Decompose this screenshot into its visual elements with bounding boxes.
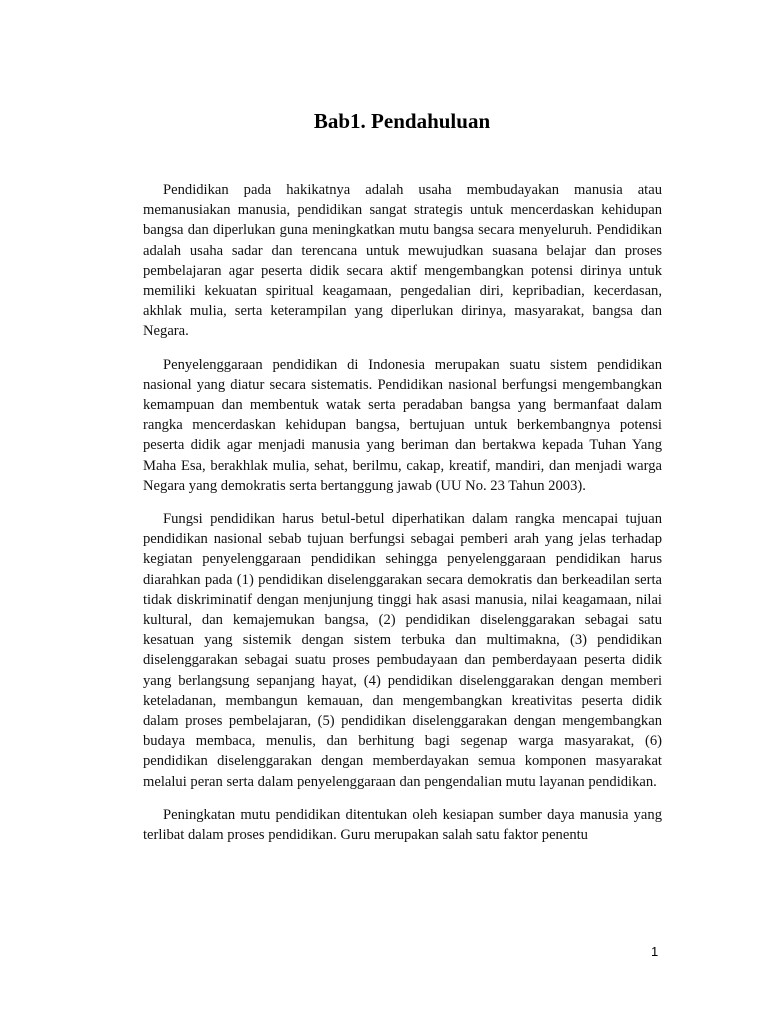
paragraph-1: Pendidikan pada hakikatnya adalah usaha membudayakan manusia atau memanusiakan manusia, pendidikan sangat strategis untuk mencerdaskan kehidupan bangsa dan diperlukan guna meningkatkan mutu bangsa secara menyeluruh. Pendidikan adalah usaha sadar dan terencana untuk mewujudkan suasana belajar dan proses pembelajaran agar peserta didik secara aktif mengembangkan potensi dirinya untuk memiliki kekuatan spiritual keagamaan, pengedalian diri, kepribadian, kecerdasan, akhlak mulia, serta keterampilan yang diperlukan dirinya, masyarakat, bangsa dan Negara. [143,182,662,340]
paragraph-3: Fungsi pendidikan harus betul-betul diperhatikan dalam rangka mencapai tujuan pendidikan nasional sebab tujuan berfungsi sebagai pemberi arah yang jelas terhadap kegiatan penyelenggaraan pendidikan sehingga penyelenggaraan pendidikan harus diarahkan pada (1) pendidikan diselenggarakan secara demokratis dan berkeadilan serta tidak diskriminatif dengan menjunjung tinggi hak asasi manusia, nilai keagamaan, nilai kultural, dan kemajemukan bangsa, (2) pendidikan diselenggarakan sebagai satu kesatuan yang sistemik dengan sistem terbuka dan multimakna, (3) pendidikan diselenggarakan sebagai suatu proses pembudayaan dan pemberdayaan peserta didik yang berlangsung sepanjang hayat, (4) pendidikan diselenggarakan dengan memberi keteladanan, membangun kemauan, dan mengembangkan kreativitas peserta didik dalam proses pembelajaran, (5) pendidikan diselenggarakan dengan mengembangkan budaya membaca, menulis, dan berhitung bagi segenap warga masyarakat, (6) pendidikan diselenggarakan dengan memberdayakan semua komponen masyarakat melalui peran serta dalam penyelenggaraan dan pengendalian mutu layanan pendidikan. [143,511,662,790]
paragraph-4: Peningkatan mutu pendidikan ditentukan oleh kesiapan sumber daya manusia yang terlibat dalam proses pendidikan. Guru merupakan salah satu faktor penentu [143,806,662,844]
page-number: 1 [651,944,659,959]
body-text [143,180,662,845]
chapter-title: Bab1. Pendahuluan [313,109,491,133]
paragraph-2: Penyelenggaraan pendidikan di Indonesia merupakan suatu sistem pendidikan nasional yang diatur secara sistematis. Pendidikan nasional berfungsi mengembangkan kemampuan dan membentuk watak serta peradaban bangsa yang bermanfaat dalam rangka mencerdaskan kehidupan bangsa, bertujuan untuk berkembangnya potensi peserta didik agar menjadi manusia yang beriman dan bertakwa kepada Tuhan Yang Maha Esa, berakhlak mulia, sehat, berilmu, cakap, kreatif, mandiri, dan menjadi warga Negara yang demokratis serta bertanggung jawab (UU No. 23 Tahun 2003). [143,356,662,494]
